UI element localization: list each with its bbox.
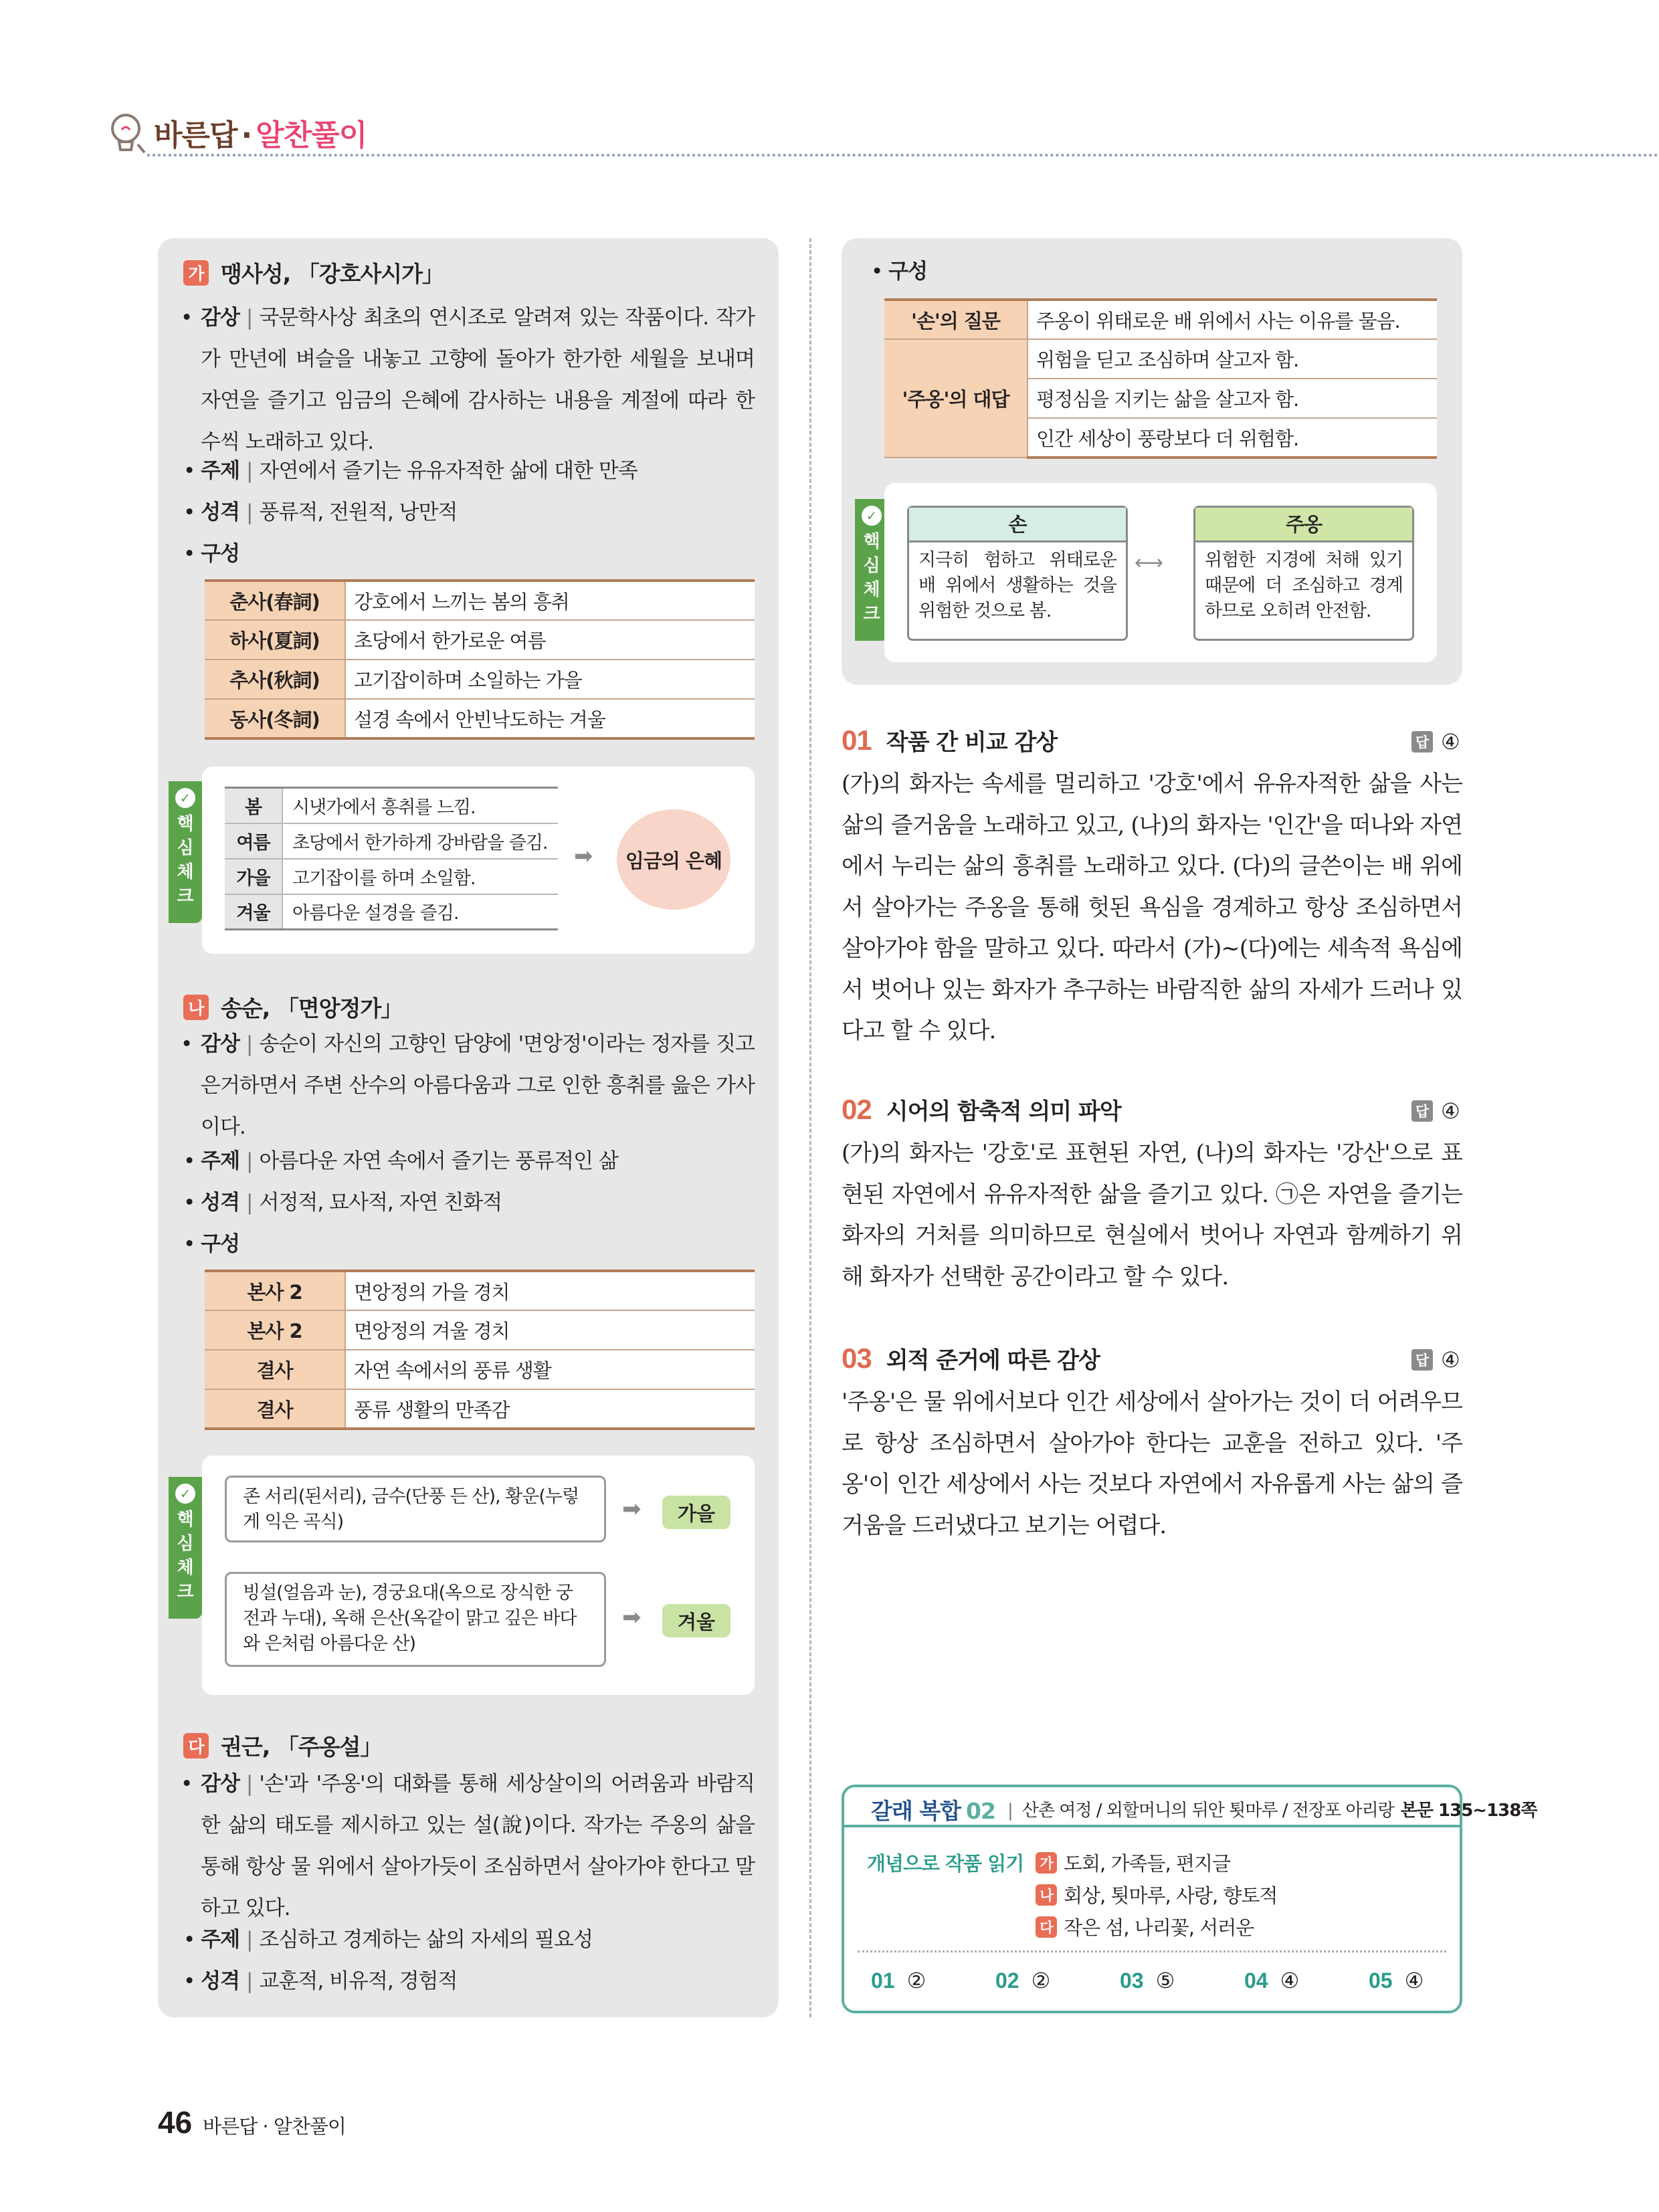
na-check-winter-words: 빙설(얼음과 눈), 경궁요대(옥으로 장식한 궁전과 누대), 옥해 은산(옥같이 맑고 깊은 바다와 은처럼 아름다운 산) xyxy=(225,1572,606,1667)
juong-header: 주옹 xyxy=(1195,508,1412,542)
na-check-result-autumn: 가을 xyxy=(662,1496,730,1529)
table-row: 겨울 아름다운 설경을 즐김. xyxy=(225,894,558,930)
review-concept-label: 개념으로 작품 읽기 xyxy=(867,1852,1024,1875)
da-nature: • 성격 | 교훈적, 비유적, 경험적 xyxy=(183,1969,458,1993)
arrow-right-icon: ➡ xyxy=(574,843,593,870)
arrow-right-icon: ➡ xyxy=(622,1496,642,1522)
section-tag-ga: 가 xyxy=(183,260,209,286)
na-theme: • 주제 | 아름다운 자연 속에서 즐기는 풍류적인 삶 xyxy=(183,1149,618,1173)
answer-badge-icon: 답 xyxy=(1411,731,1433,752)
page-footer xyxy=(158,2104,346,2140)
question-01-title: 01 작품 간 비교 감상 xyxy=(842,724,1058,756)
review-answer: 05 ④ xyxy=(1369,1968,1424,1993)
review-concept-item: 가 도회, 가족들, 편지글 xyxy=(1036,1849,1230,1876)
ga-nature: • 성격 | 풍류적, 전원적, 낭만적 xyxy=(183,500,458,524)
table-row: 봄 시냇가에서 흥취를 느낌. xyxy=(225,788,558,823)
da-theme: • 주제 | 조심하고 경계하는 삶의 자세의 필요성 xyxy=(183,1928,593,1952)
page-header-title: 바른답 · 알찬풀이 xyxy=(154,118,367,153)
check-icon: ✓ xyxy=(175,1484,195,1504)
na-appreciation: • 감상 | 송순이 자신의 고향인 담양에 '면앙정'이라는 정자를 짓고 은거하면서 주변 산수의 아름다움과 그로 인한 흥취를 읊은 가사이다. xyxy=(181,1032,755,1139)
ga-theme: • 주제 | 자연에서 즐기는 유유자적한 삶에 대한 만족 xyxy=(183,459,638,483)
table-row: 결사 자연 속에서의 풍류 생활 xyxy=(205,1350,755,1389)
na-check-result-winter: 겨울 xyxy=(662,1604,730,1637)
na-check-autumn-words: 존 서리(된서리), 금수(단풍 든 산), 황운(누렇게 익은 곡식) xyxy=(225,1476,606,1542)
question-03-body: '주옹'은 물 위에서보다 인간 세상에서 살아가는 것이 더 어려우므로 항상 조심하면서 살아가야 한다는 교훈을 전하고 있다. '주옹'이 인간 세상에서 사는 것보다 자연에서 자유롭게 사는 삶의 즐거움을 드러냈다고 보기는 어렵다. xyxy=(842,1389,1462,1539)
na-check-tab: ✓ 핵 심 체 크 xyxy=(169,1477,202,1619)
da-structure-label: • 구성 xyxy=(871,260,928,284)
review-concept-item: 다 작은 섬, 나리꽃, 서러운 xyxy=(1036,1913,1254,1940)
table-row: '주옹'의 대답 위험을 딛고 조심하며 살고자 함. xyxy=(884,339,1437,379)
lightbulb-icon xyxy=(107,111,147,155)
ga-structure-table xyxy=(205,579,755,740)
table-row: 평정심을 지키는 삶을 살고자 함. xyxy=(884,379,1437,418)
arrow-right-icon: ➡ xyxy=(622,1604,642,1631)
column-divider xyxy=(809,238,811,2017)
section-na-title: 나 송순, 「면앙정가」 xyxy=(183,991,402,1023)
question-02-body: (가)의 화자는 '강호'로 표현된 자연, (나)의 화자는 '강산'으로 표현된 자연에서 유유자적한 삶을 즐기고 있다. ㉠은 자연을 즐기는 화자의 거처를 의미하므로 현실에서 벗어나 자연과 함께하기 위해 화자가 선택한 공간이라고 할 수 있다. xyxy=(842,1140,1462,1290)
na-nature: • 성격 | 서정적, 묘사적, 자연 친화적 xyxy=(183,1191,502,1215)
review-answer: 01 ② xyxy=(871,1968,926,1993)
check-icon: ✓ xyxy=(175,788,195,808)
page-header xyxy=(107,107,1659,161)
question-03-title: 03 외적 준거에 따른 감상 xyxy=(842,1342,1100,1374)
check-icon: ✓ xyxy=(862,506,882,526)
da-structure-table xyxy=(884,298,1437,459)
na-structure-table xyxy=(205,1270,755,1430)
double-arrow-icon: ⟷ xyxy=(1135,551,1164,575)
son-body: 지극히 험하고 위태로운 배 위에서 생활하는 것을 위험한 것으로 봄. xyxy=(918,550,1116,621)
juong-body: 위험한 지경에 처해 있기 때문에 더 조심하고 경계하므로 오히려 안전함. xyxy=(1205,550,1403,621)
page-number: 46 xyxy=(158,2105,193,2140)
table-row: 하사(夏詞) 초당에서 한가로운 여름 xyxy=(205,620,755,660)
table-row: 춘사(春詞) 강호에서 느끼는 봄의 흥취 xyxy=(205,581,755,620)
ga-check-result: 임금의 은혜 xyxy=(617,809,730,910)
review-title: 갈래 복합 02 xyxy=(871,1798,995,1824)
table-row: 인간 세상이 풍랑보다 더 위험함. xyxy=(884,418,1437,458)
question-02-answer: 답 ④ xyxy=(1411,1098,1460,1124)
table-row: 본사 2 면앙정의 가을 경치 xyxy=(205,1271,755,1310)
table-row: 가을 고기잡이를 하며 소일함. xyxy=(225,859,558,894)
section-tag-na: 나 xyxy=(183,995,209,1020)
footer-title: 바른답 · 알찬풀이 xyxy=(203,2115,346,2138)
question-02-title: 02 시어의 함축적 의미 파악 xyxy=(842,1093,1121,1125)
da-check-tab: ✓ 핵 심 체 크 xyxy=(855,499,888,641)
question-01-answer: 답 ④ xyxy=(1411,729,1460,755)
review-divider xyxy=(858,1950,1446,1952)
ga-check-tab: ✓ 핵 심 체 크 xyxy=(169,781,202,923)
review-answer: 04 ④ xyxy=(1244,1968,1300,1993)
review-answer: 03 ⑤ xyxy=(1120,1968,1175,1993)
da-check-son xyxy=(907,506,1128,641)
review-subtitle: | 산촌 여정 / 외할머니의 뒤안 툇마루 / 전장포 아리랑 본문 135~138쪽 xyxy=(1007,1801,1537,1821)
ga-structure-label: • 구성 xyxy=(183,542,240,566)
review-answer: 02 ② xyxy=(995,1968,1051,1993)
table-row: 본사 2 면앙정의 겨울 경치 xyxy=(205,1310,755,1350)
table-row: 여름 초당에서 한가하게 강바람을 즐김. xyxy=(225,823,558,859)
section-tag-da: 다 xyxy=(183,1733,209,1758)
ga-check-table xyxy=(225,787,558,930)
da-check-juong xyxy=(1193,506,1414,641)
ga-appreciation: • 감상 | 국문학사상 최초의 연시조로 알려져 있는 작품이다. 작가가 만년에 벼슬을 내놓고 고향에 돌아가 한가한 세월을 보내며 자연을 즐기고 임금의 은혜에 감사하는 내용을 계절에 따라 한 수씩 노래하고 있다. xyxy=(181,306,755,454)
da-appreciation: • 감상 | '손'과 '주옹'의 대화를 통해 세상살이의 어려움과 바람직한 삶의 태도를 제시하고 있는 설(說)이다. 작가는 주옹의 삶을 통해 항상 물 위에서 살아가듯이 조심하면서 살아가야 한다고 말하고 있다. xyxy=(181,1772,755,1920)
table-row: '손'의 질문 주옹이 위태로운 배 위에서 사는 이유를 물음. xyxy=(884,300,1437,339)
review-box xyxy=(842,1785,1537,2013)
answer-badge-icon: 답 xyxy=(1411,1349,1433,1371)
answer-badge-icon: 답 xyxy=(1411,1100,1433,1122)
table-row: 추사(秋詞) 고기잡이하며 소일하는 가을 xyxy=(205,660,755,699)
header-rule xyxy=(147,154,1659,157)
table-row: 결사 풍류 생활의 만족감 xyxy=(205,1389,755,1429)
son-header: 손 xyxy=(909,508,1126,542)
question-01-body: (가)의 화자는 속세를 멀리하고 '강호'에서 유유자적한 삶을 사는 삶의 즐거움을 노래하고 있고, (나)의 화자는 '인간'을 떠나와 자연에서 누리는 삶의 흥취를 노래하고 있다. (다)의 글쓴이는 배 위에서 살아가는 주옹을 통해 헛된 욕심을 경계하고 항상 조심하면서 살아가야 함을 말하고 있다. 따라서 (가)~(다)에는 세속적 욕심에서 벗어나 있는 화자가 추구하는 바람직한 삶의 자세가 드러나 있다고 할 수 있다. xyxy=(842,771,1462,1044)
review-header xyxy=(844,1787,1537,1827)
question-03-answer: 답 ④ xyxy=(1411,1347,1460,1373)
section-ga-title: 가 맹사성, 「강호사시가」 xyxy=(183,257,444,288)
na-structure-label: • 구성 xyxy=(183,1232,240,1256)
table-row: 동사(冬詞) 설경 속에서 안빈낙도하는 겨울 xyxy=(205,699,755,738)
review-concept-item: 나 회상, 툇마루, 사랑, 향토적 xyxy=(1036,1881,1277,1908)
section-da-title: 다 권근, 「주옹설」 xyxy=(183,1730,381,1761)
